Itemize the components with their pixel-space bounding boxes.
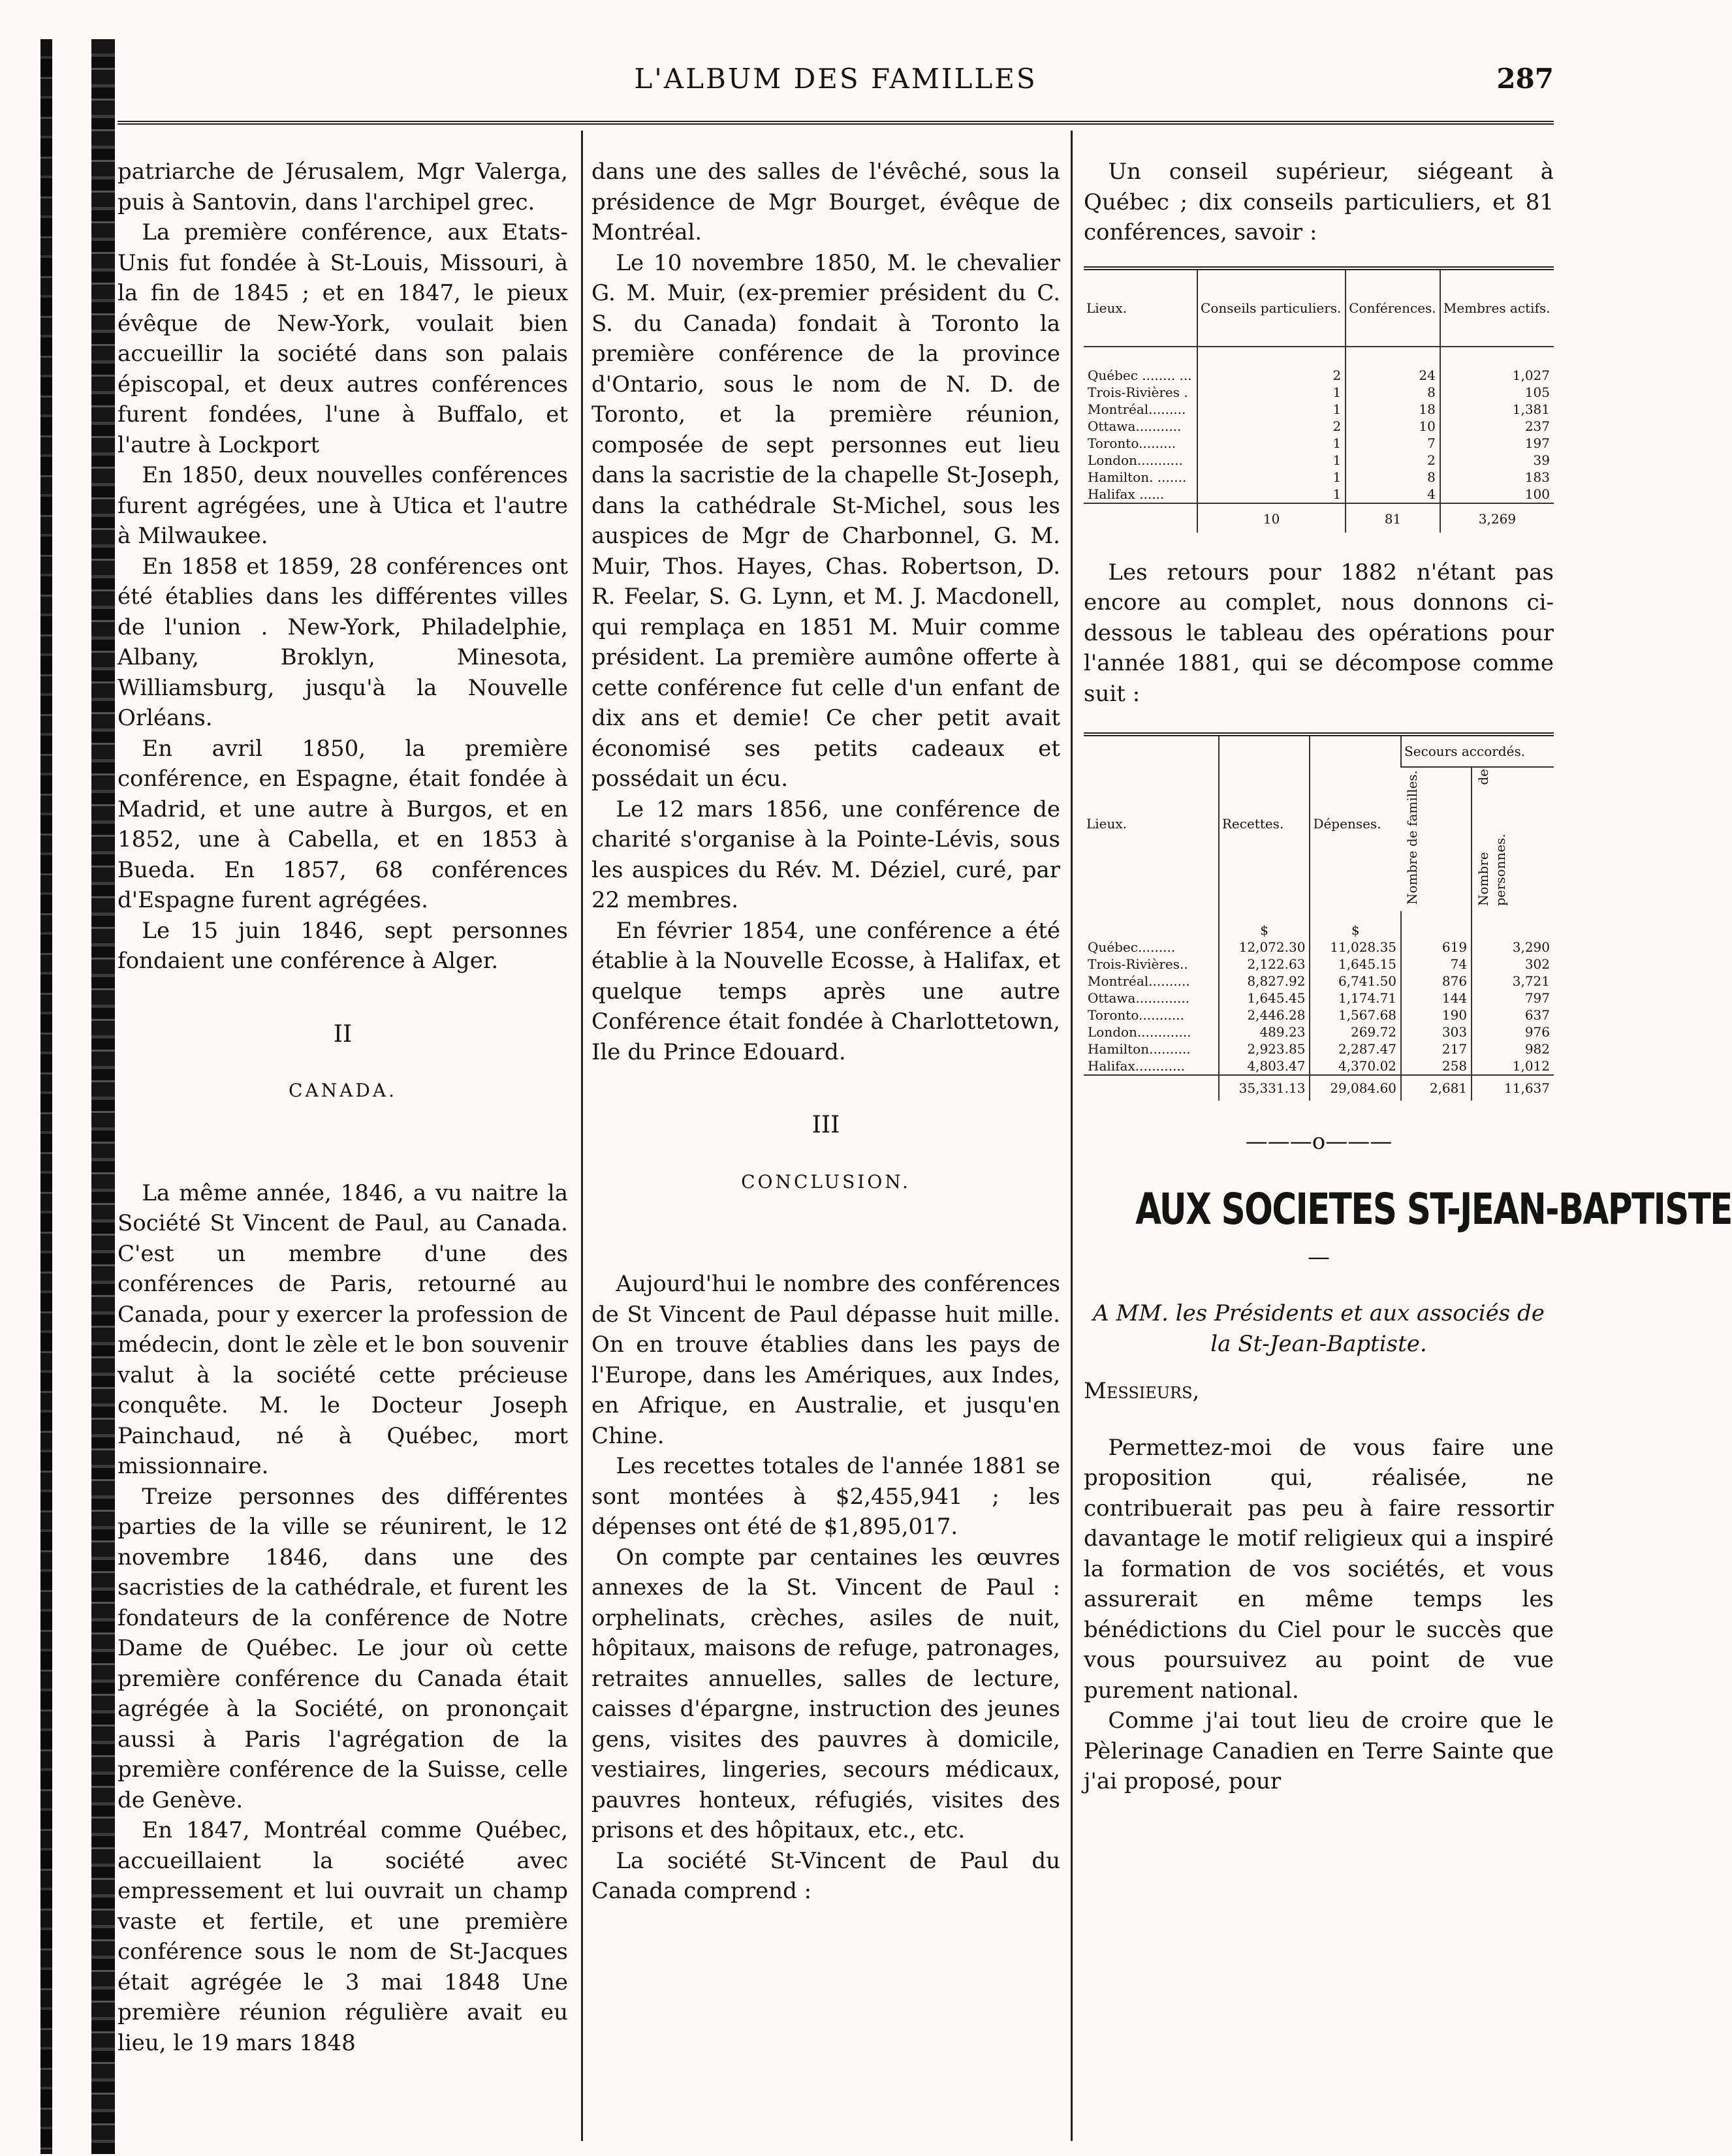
- table-cell: 144: [1401, 990, 1472, 1007]
- separator-small: —: [1308, 1243, 1330, 1270]
- table-cell-lieu: Hamilton. .......: [1088, 469, 1187, 485]
- table-header: Membres actifs.: [1440, 268, 1554, 347]
- table-row: [1084, 401, 1554, 418]
- table-row: [1084, 347, 1554, 384]
- table-cell-lieu: Québec ........ ...: [1088, 367, 1192, 383]
- table-cell: 8: [1346, 384, 1440, 401]
- table-cell: [1084, 1075, 1219, 1101]
- paragraph: Treize personnes des différentes parties de la ville se réunirent, le 12 novembre 1846, dans une des sacristies de la cathédrale, et furent les fondateurs de la conférence de Notre Dame de Québec. Le jour où cette première conférence du Canada était agrégée à la Société, on prononçait aussi à Paris l'agrégation de la première conférence de la Suisse, celle de Genève.: [118, 1483, 568, 1813]
- table-header: Conseils particuliers.: [1197, 268, 1346, 347]
- table-cell: 1: [1197, 384, 1346, 401]
- table-cell: 35,331.13: [1219, 1075, 1310, 1101]
- header-rule: [118, 121, 1554, 125]
- table-cell: 197: [1440, 435, 1554, 452]
- paragraph: Les retours pour 1882 n'étant pas encore au complet, nous donnons ci-dessous le tableau des opérations pour l'année 1881, qui se décompose comme suit :: [1084, 559, 1554, 707]
- table-row: [1084, 1040, 1554, 1057]
- table-cell-lieu: Hamilton..........: [1088, 1041, 1191, 1057]
- table-row: [1084, 435, 1554, 452]
- table-cell: 24: [1346, 347, 1440, 384]
- paragraph: En 1847, Montréal comme Québec, accueillaient la société avec empressement et lui ouvrait un champ vaste et fertile, et une première conférence sous le nom de St-Jacques était agrégée le 3 mai 1848 Une première réunion régulière avait eu lieu, le 19 mars 1848: [118, 1817, 568, 2056]
- table-cell: 1,027: [1440, 347, 1554, 384]
- paragraph: Le 15 juin 1846, sept personnes fondaient une conférence à Alger.: [118, 917, 568, 974]
- section-title: CANADA.: [289, 1080, 397, 1101]
- table-unit-row: [1084, 911, 1554, 939]
- table-header: Recettes.: [1219, 734, 1310, 911]
- table-cell-lieu: Halifax ......: [1088, 486, 1165, 502]
- table-cell: 8: [1346, 469, 1440, 486]
- table-header: Secours accordés.: [1401, 734, 1554, 767]
- table-cell: 100: [1440, 486, 1554, 503]
- table-cell: 81: [1346, 503, 1440, 533]
- table-cell-lieu: Montréal.........: [1088, 401, 1186, 417]
- table-cell: 258: [1401, 1057, 1472, 1075]
- paragraph: En février 1854, une conférence a été établie à la Nouvelle Ecosse, à Halifax, et quelque temps après une autre Conférence était fondée à Charlottetown, Ile du Prince Edouard.: [591, 917, 1060, 1065]
- paragraph: Les recettes totales de l'année 1881 se sont montées à $2,455,941 ; les dépenses ont été de $1,895,017.: [591, 1453, 1060, 1540]
- table-total-row: [1084, 503, 1554, 533]
- table-cell: 302: [1472, 956, 1554, 973]
- column-1: [118, 157, 568, 2058]
- table-cell: 1,012: [1472, 1057, 1554, 1075]
- conferences-table-body: [1084, 347, 1554, 503]
- table-cell: 982: [1472, 1040, 1554, 1057]
- subheader-label: Nombre de personnes.: [1475, 769, 1509, 906]
- table-row: [1084, 418, 1554, 435]
- conferences-table: [1084, 266, 1554, 533]
- table-cell: 2,446.28: [1219, 1007, 1310, 1023]
- table-cell-lieu: London.............: [1088, 1024, 1191, 1040]
- table-cell: 976: [1472, 1023, 1554, 1040]
- table-cell-lieu: Toronto.........: [1088, 435, 1176, 451]
- table-subheader: [1401, 767, 1472, 911]
- paragraph: patriarche de Jérusalem, Mgr Valerga, puis à Santovin, dans l'archipel grec.: [118, 159, 568, 215]
- page-header: [118, 57, 1554, 110]
- table-cell: 2,681: [1401, 1075, 1472, 1101]
- table-cell: 39: [1440, 452, 1554, 469]
- table-cell: 217: [1401, 1040, 1472, 1057]
- dedication: A MM. les Présidents et aux associés de la St-Jean-Baptiste.: [1093, 1300, 1545, 1357]
- table-cell: 2,923.85: [1219, 1040, 1310, 1057]
- table-cell-lieu: Halifax............: [1088, 1058, 1186, 1074]
- table-row: [1084, 990, 1554, 1007]
- table-row: [1084, 973, 1554, 990]
- table-cell: 237: [1440, 418, 1554, 435]
- column-2: [591, 157, 1060, 1907]
- table-total-row: [1084, 1075, 1554, 1101]
- paragraph: dans une des salles de l'évêché, sous la présidence de Mgr Bourget, évêque de Montréal.: [591, 159, 1060, 245]
- table-cell: [1084, 503, 1197, 533]
- table-cell: 190: [1401, 1007, 1472, 1023]
- separator: ———o———: [1245, 1129, 1393, 1155]
- table-cell: 1,567.68: [1310, 1007, 1401, 1023]
- table-cell: 74: [1401, 956, 1472, 973]
- table-cell: 1,381: [1440, 401, 1554, 418]
- page-binding-edge: [40, 39, 52, 2154]
- table-subheader: [1472, 767, 1554, 911]
- paragraph: Comme j'ai tout lieu de croire que le Pèlerinage Canadien en Terre Sainte que j'ai proposé, pour: [1084, 1708, 1554, 1794]
- paragraph: Le 10 novembre 1850, M. le chevalier G. M. Muir, (ex-premier président du C. S. du Canada) fondait à Toronto la première conférence de la province d'Ontario, sous le nom de N. D. de Toronto, et la première réunion, composée de sept personnes eut lieu dans la sacristie de la chapelle St-Joseph, dans la cathédrale St-Michel, sous les auspices de Mgr de Charbonnel, G. M. Muir, Thos. Hayes, Chas. Robertson, D. R. Feelar, S. G. Lynn, et M. J. Macdonell, qui remplaça en 1851 M. Muir comme président. La première aumône offerte à cette conférence fut celle d'un enfant de dix ans et demie! Ce cher petit avait économisé ses petits cadeaux et possédait un écu.: [591, 249, 1060, 792]
- table-cell-lieu: Ottawa.............: [1088, 990, 1190, 1006]
- table-cell: 2: [1197, 418, 1346, 435]
- table-cell: 489.23: [1219, 1023, 1310, 1040]
- table-cell: 269.72: [1310, 1023, 1401, 1040]
- table-cell-lieu: Ottawa...........: [1088, 418, 1182, 434]
- table-cell: 797: [1472, 990, 1554, 1007]
- paragraph: En 1858 et 1859, 28 conférences ont été établies dans les différentes villes de l'union . New-York, Philadelphie, Albany, Broklyn, Minesota, Williamsburg, jusqu'à la Nouvelle Orléans.: [118, 553, 568, 731]
- table-cell: 1,174.71: [1310, 990, 1401, 1007]
- table-cell: 3,269: [1440, 503, 1554, 533]
- page-number: 287: [1496, 63, 1554, 95]
- table-header: Lieux.: [1086, 300, 1127, 316]
- table-row: [1084, 469, 1554, 486]
- table-row: [1084, 452, 1554, 469]
- table-header: Conférences.: [1346, 268, 1440, 347]
- table-cell: 2,122.63: [1219, 956, 1310, 973]
- table-cell: 2: [1197, 347, 1346, 384]
- table-cell: [1472, 911, 1554, 939]
- table-cell: $: [1310, 911, 1401, 939]
- table-cell: 619: [1401, 939, 1472, 956]
- section-number: III: [811, 1112, 840, 1138]
- table-cell: 4: [1346, 486, 1440, 503]
- page-binding-shadow: [91, 39, 115, 2154]
- column-3: [1084, 157, 1732, 1797]
- table-cell: 2: [1346, 452, 1440, 469]
- column-rule-2: [1071, 131, 1073, 2141]
- table-cell: $: [1219, 911, 1310, 939]
- table-cell: 1: [1197, 469, 1346, 486]
- table-cell: 12,072.30: [1219, 939, 1310, 956]
- table-cell: 29,084.60: [1310, 1075, 1401, 1101]
- operations-table-body: [1084, 911, 1554, 1075]
- paragraph: Le 12 mars 1856, une conférence de charité s'organise à la Pointe-Lévis, sous les auspices du Rév. M. Déziel, curé, par 22 membres.: [591, 796, 1060, 913]
- table-cell: [1084, 911, 1219, 939]
- paragraph: Un conseil supérieur, siégeant à Québec ; dix conseils particuliers, et 81 conférences, savoir :: [1084, 159, 1554, 245]
- table-row: [1084, 939, 1554, 956]
- table-row: [1084, 1023, 1554, 1040]
- table-cell-lieu: Trois-Rivières .: [1088, 384, 1188, 400]
- table-cell: 11,028.35: [1310, 939, 1401, 956]
- table-cell: 6,741.50: [1310, 973, 1401, 990]
- table-cell: 3,721: [1472, 973, 1554, 990]
- paragraph: En 1850, deux nouvelles conférences furent agrégées, une à Utica et l'autre à Milwaukee.: [118, 462, 568, 549]
- table-cell: 1: [1197, 486, 1346, 503]
- table-cell: 18: [1346, 401, 1440, 418]
- table-cell: 8,827.92: [1219, 973, 1310, 990]
- paragraph: On compte par centaines les œuvres annexes de la St. Vincent de Paul : orphelinats, crèches, asiles de nuit, hôpitaux, maisons de refuge, patronages, retraites annuelles, salles de lecture, caisses d'épargne, instruction des jeunes gens, visites des pauvres à domicile, vestiaires, lingeries, secours médicaux, pauvres honteux, réfugiés, visites des prisons et des hôpitaux, etc., etc.: [591, 1544, 1060, 1843]
- table-cell: 1: [1197, 452, 1346, 469]
- table-cell: 10: [1346, 418, 1440, 435]
- table-cell: 303: [1401, 1023, 1472, 1040]
- article-heading: AUX SOCIETES ST-JEAN-BAPTISTE: [1135, 1183, 1732, 1234]
- table-header: Dépenses.: [1310, 734, 1401, 911]
- paragraph: En avril 1850, la première conférence, en Espagne, était fondée à Madrid, et une autre à Burgos, et en 1852, une à Cabella, et en 1853 à Bueda. En 1857, 68 conférences d'Espagne furent agrégées.: [118, 735, 568, 913]
- running-title: L'ALBUM DES FAMILLES: [634, 63, 1037, 95]
- operations-table: [1084, 732, 1554, 1101]
- table-cell: 10: [1197, 503, 1346, 533]
- paragraph: Permettez-moi de vous faire une proposition qui, réalisée, ne contribuerait pas peu à faire ressortir davantage le motif religieux qui a inspiré la formation de vos sociétés, et vous assurerait en même temps les bénédictions du Ciel pour le succès que vous poursuivez au point de vue purement national.: [1084, 1434, 1554, 1704]
- paragraph: La première conférence, aux Etats-Unis fut fondée à St-Louis, Missouri, à la fin de 1845 ; et en 1847, le pieux évêque de New-York, voulait bien accueillir la société dans son palais épiscopal, et deux autres conférences furent fondées, l'une à Buffalo, et l'autre à Lockport: [118, 219, 568, 458]
- paragraph: Aujourd'hui le nombre des conférences de St Vincent de Paul dépasse huit mille. On en trouve établies dans les pays de l'Europe, dans les Amériques, aux Indes, en Afrique, en Australie, et jusqu'en Chine.: [591, 1271, 1060, 1449]
- table-cell: 105: [1440, 384, 1554, 401]
- table-cell: 11,637: [1472, 1075, 1554, 1101]
- column-rule-1: [581, 131, 583, 2141]
- table-cell: 1,645.15: [1310, 956, 1401, 973]
- table-cell: 7: [1346, 435, 1440, 452]
- table-row: [1084, 1007, 1554, 1023]
- table-cell-lieu: Montréal..........: [1088, 973, 1190, 989]
- paragraph: La même année, 1846, a vu naitre la Société St Vincent de Paul, au Canada. C'est un membre d'une des conférences de Paris, retourné au Canada, pour y exercer la profession de médecin, dont le zèle et le bon souvenir valut à la société cette précieuse conquête. M. le Docteur Joseph Painchaud, né à Québec, mort missionnaire.: [118, 1180, 568, 1479]
- table-cell-lieu: Québec.........: [1088, 939, 1176, 955]
- table-row: [1084, 384, 1554, 401]
- section-title: CONCLUSION.: [741, 1170, 911, 1193]
- table-cell-lieu: London...........: [1088, 452, 1183, 468]
- paragraph: La société St-Vincent de Paul du Canada comprend :: [591, 1847, 1060, 1904]
- table-cell-lieu: Toronto...........: [1088, 1007, 1184, 1023]
- table-row: [1084, 486, 1554, 503]
- table-cell: 1,645.45: [1219, 990, 1310, 1007]
- table-row: [1084, 956, 1554, 973]
- table-header: Lieux.: [1086, 816, 1127, 832]
- table-cell: [1401, 911, 1472, 939]
- table-cell: 637: [1472, 1007, 1554, 1023]
- table-cell-lieu: Trois-Rivières..: [1088, 956, 1188, 972]
- table-cell: 1: [1197, 401, 1346, 418]
- table-cell: 3,290: [1472, 939, 1554, 956]
- table-cell: 4,803.47: [1219, 1057, 1310, 1075]
- table-cell: 183: [1440, 469, 1554, 486]
- table-cell: 1: [1197, 435, 1346, 452]
- subheader-label: Nombre de familles.: [1404, 770, 1421, 905]
- table-row: [1084, 1057, 1554, 1075]
- section-number: II: [333, 1020, 353, 1048]
- salutation: Messieurs,: [1084, 1378, 1200, 1404]
- table-cell: 4,370.02: [1310, 1057, 1401, 1075]
- table-cell: 2,287.47: [1310, 1040, 1401, 1057]
- table-cell: 876: [1401, 973, 1472, 990]
